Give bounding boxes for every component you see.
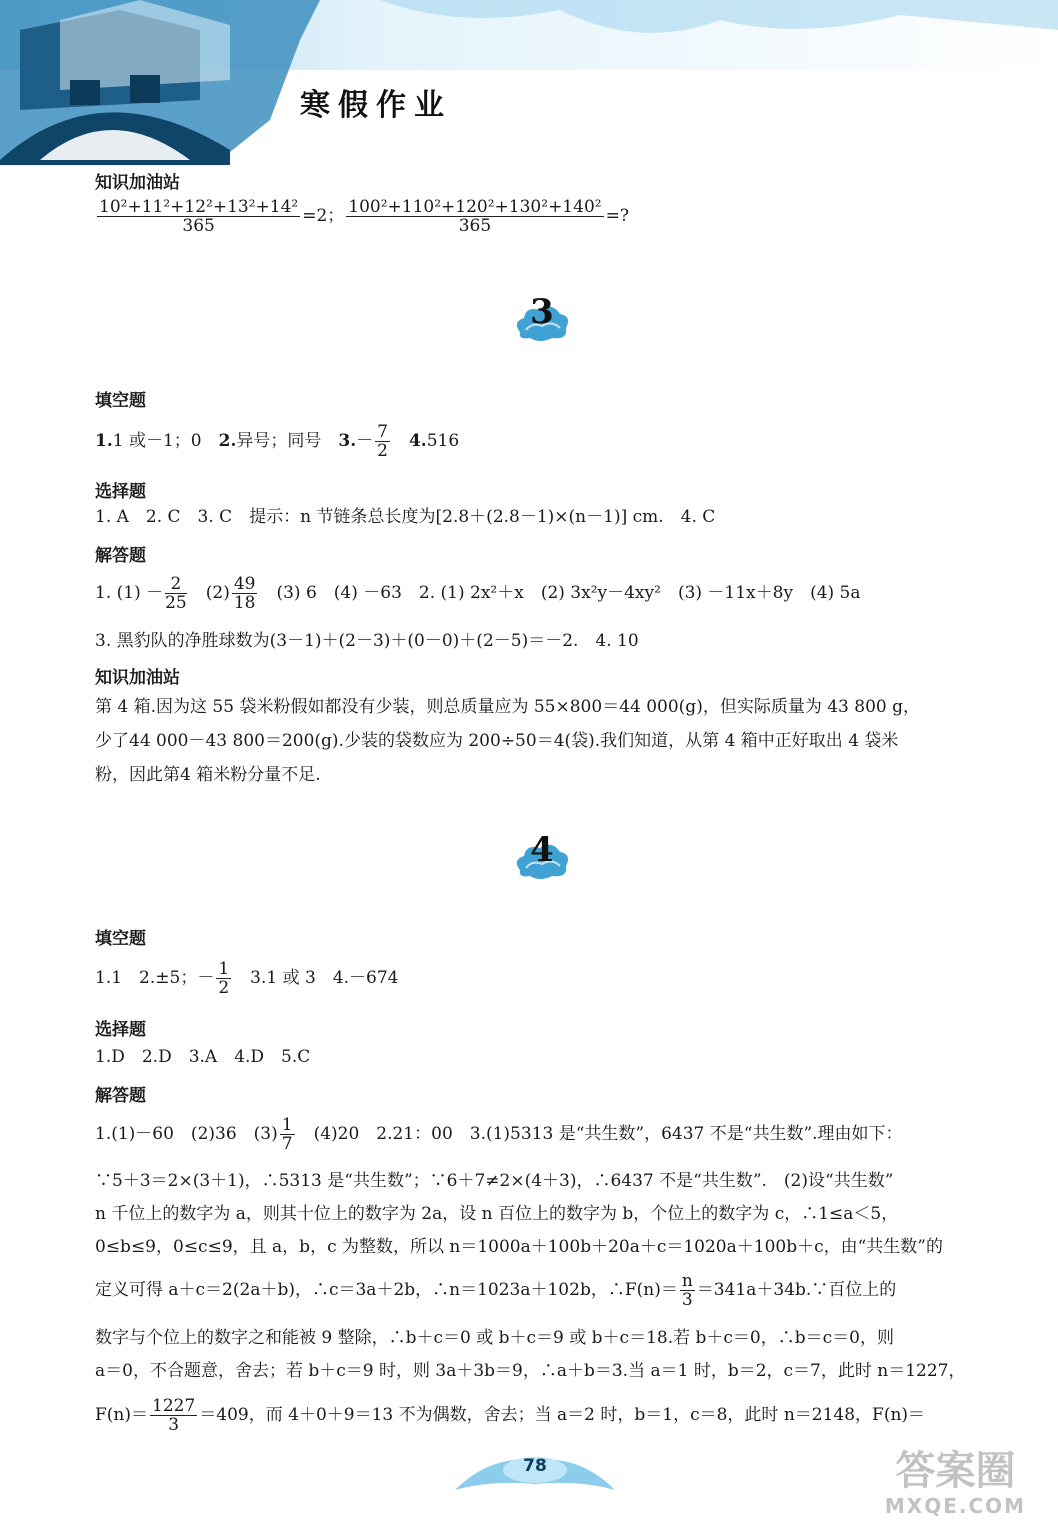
section-number: 4 <box>530 830 554 870</box>
knowledge-text-2: 少了44 000－43 800＝200(g).少装的袋数应为 200÷50＝4(袋).我们知道，从第 4 箱中正好取出 4 袋米 <box>95 731 899 751</box>
solve-line-7: a＝0，不合题意，舍去；若 b＋c＝9 时，则 3a＋3b＝9，∴a＋b＝3.当 a＝1 时，b＝2，c＝7，此时 n＝1227， <box>95 1361 966 1381</box>
page-number-badge <box>450 1450 620 1500</box>
solve-line-1: 1.(1)－60 (2)36 (3) $\frac{1}{7}$ (4)20 2.21：00 3.(1)5313 是“共生数”，6437 不是“共生数”.理由如下： <box>95 1115 903 1154</box>
fraction: $\frac{1}{2}$ <box>218 959 230 998</box>
solve-line-3: n 千位上的数字为 a，则其十位上的数字为 2a，设 n 百位上的数字为 b，个位上的数字为 c，∴1≤a＜5， <box>95 1204 899 1224</box>
page-number: 78 <box>523 1456 547 1476</box>
watermark: 答案圈 MXQE.COM <box>884 1448 1027 1518</box>
solve-heading: 解答题 <box>95 546 146 566</box>
choice-heading: 选择题 <box>95 482 146 502</box>
fraction: $\frac{1227}{3}$ <box>152 1396 196 1435</box>
fill-heading: 填空题 <box>95 929 146 949</box>
knowledge-formula: $\frac{\text{10²+11²+12²+13²+14²}}{365}$ =2； $\frac{\text{100²+110²+120²+130²+140²}}{365}$ =? <box>99 197 629 236</box>
section-badge <box>512 830 572 880</box>
solve-answer-3: 3. 黑豹队的净胜球数为(3－1)＋(2－3)＋(0－0)＋(2－5)＝－2. 4. 10 <box>95 631 639 651</box>
fraction: $\frac{49}{18}$ <box>233 574 256 613</box>
fraction: $\frac{n}{3}$ <box>681 1271 693 1310</box>
knowledge-text-1: 第 4 箱.因为这 55 袋米粉假如都没有少装，则总质量应为 55×800＝44 000(g)，但实际质量为 43 800 g， <box>95 697 920 717</box>
section-badge <box>512 292 572 342</box>
knowledge-text-3: 粉，因此第4 箱米粉分量不足. <box>95 765 321 785</box>
solve-heading: 解答题 <box>95 1086 146 1106</box>
fill-answers: 1.1 2.±5；－ $\frac{1}{2}$ 3.1 或 3 4.－674 <box>95 959 399 998</box>
page-title: 寒假作业 <box>300 88 452 123</box>
knowledge-heading: 知识加油站 <box>95 173 180 193</box>
solve-line-8: F(n)＝ $\frac{1227}{3}$ ＝409，而 4＋0＋9＝13 不为偶数，舍去；当 a＝2 时，b＝1，c＝8，此时 n＝2148，F(n)＝ <box>95 1396 926 1435</box>
choice-answers: 1. A 2. C 3. C 提示：n 节链条总长度为[2.8＋(2.8－1)×(n－1)] cm. 4. C <box>95 507 716 527</box>
solve-line-2: ∵5＋3＝2×(3＋1)，∴5313 是“共生数”；∵6＋7≠2×(4＋3)，∴6437 不是“共生数”. (2)设“共生数” <box>95 1171 894 1191</box>
fraction: $\frac{1}{7}$ <box>281 1115 293 1154</box>
fraction: $\frac{2}{25}$ <box>165 574 187 613</box>
fraction: $\frac{\text{100²+110²+120²+130²+140²}}{365}$ <box>348 197 602 236</box>
bridge-scene-icon <box>0 0 1058 165</box>
fraction: $\frac{7}{2}$ <box>377 422 388 461</box>
fraction: $\frac{\text{10²+11²+12²+13²+14²}}{365}$ <box>99 197 299 236</box>
fill-answers: 1.1 或－1；0 2.异号；同号 3.－ $\frac{7}{2}$ 4.516 <box>95 422 460 461</box>
choice-heading: 选择题 <box>95 1020 146 1040</box>
solve-line-4: 0≤b≤9，0≤c≤9，且 a，b，c 为整数，所以 n＝1000a＋100b＋20a＋c＝1020a＋100b＋c，由“共生数”的 <box>95 1237 943 1257</box>
knowledge-heading-3: 知识加油站 <box>95 668 180 688</box>
choice-answers: 1.D 2.D 3.A 4.D 5.C <box>95 1047 311 1067</box>
fill-heading: 填空题 <box>95 391 146 411</box>
solve-line-6: 数字与个位上的数字之和能被 9 整除，∴b＋c＝0 或 b＋c＝9 或 b＋c＝18.若 b＋c＝0，∴b＝c＝0，则 <box>95 1328 894 1348</box>
header-illustration <box>0 0 1058 165</box>
section-number: 3 <box>530 292 554 332</box>
solve-answers: 1. (1) － $\frac{2}{25}$ (2) $\frac{49}{18}$ (3) 6 (4) －63 2. (1) 2x²＋x (2) 3x²y－4xy² (3) －11x＋8y (4) 5a <box>95 574 861 613</box>
solve-line-5: 定义可得 a＋c＝2(2a＋b)，∴c＝3a＋2b，∴n＝1023a＋102b，∴F(n)＝ $\frac{n}{3}$ ＝341a＋34b.∵百位上的 <box>95 1271 897 1310</box>
